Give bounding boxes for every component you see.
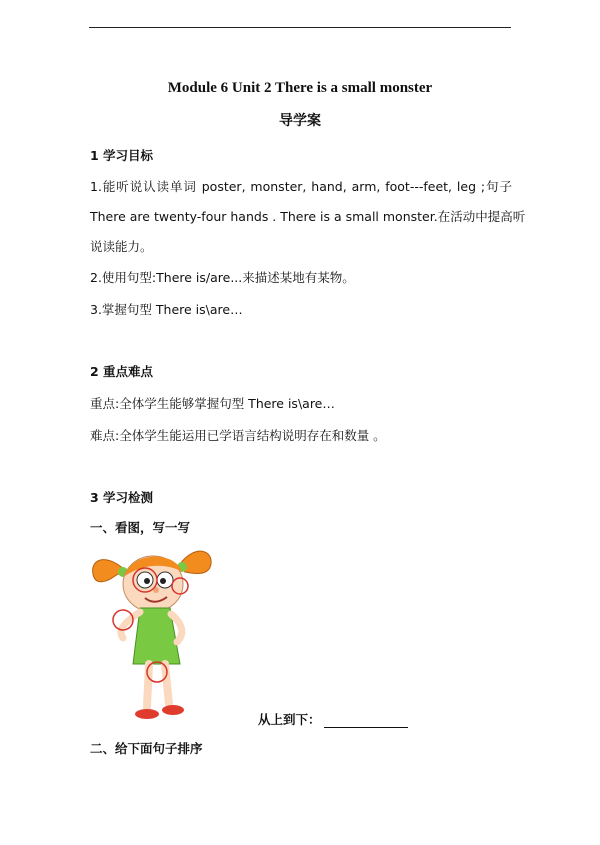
exercise-1-heading: 一、看图，写一写 — [90, 520, 191, 535]
answer-line — [258, 710, 408, 728]
difficulty-line: 难点:全体学生能运用已学语言结构说明存在和数量 。 — [90, 428, 386, 443]
document-title: Module 6 Unit 2 There is a small monster — [167, 80, 433, 96]
section-heading-assessment: 3 学习检测 — [90, 490, 154, 505]
header-rule — [89, 27, 511, 28]
objective-line-4: 2.使用句型:There is/are...来描述某地有某物。 — [90, 270, 355, 285]
key-point-line: 重点:全体学生能够掌握句型 There is\are… — [90, 396, 335, 411]
answer-blank[interactable] — [324, 715, 408, 728]
answer-label: 从上到下： — [258, 712, 321, 727]
document-subtitle: 导学案 — [279, 113, 321, 129]
objective-line-3: 说读能力。 — [90, 239, 153, 254]
objective-line-5: 3.掌握句型 There is\are… — [90, 302, 243, 317]
section-heading-objectives: 1 学习目标 — [90, 148, 154, 163]
section-heading-key-points: 2 重点难点 — [90, 364, 154, 379]
objective-line-2: There are twenty-four hands . There is a small monster.在活动中提高听 — [90, 209, 526, 224]
girl-illustration — [85, 542, 220, 727]
objective-line-1: 1.能听说认读单词 poster, monster, hand, arm, foot---feet, leg ;句子 — [90, 179, 512, 194]
exercise-2-heading: 二、给下面句子排序 — [90, 741, 203, 756]
